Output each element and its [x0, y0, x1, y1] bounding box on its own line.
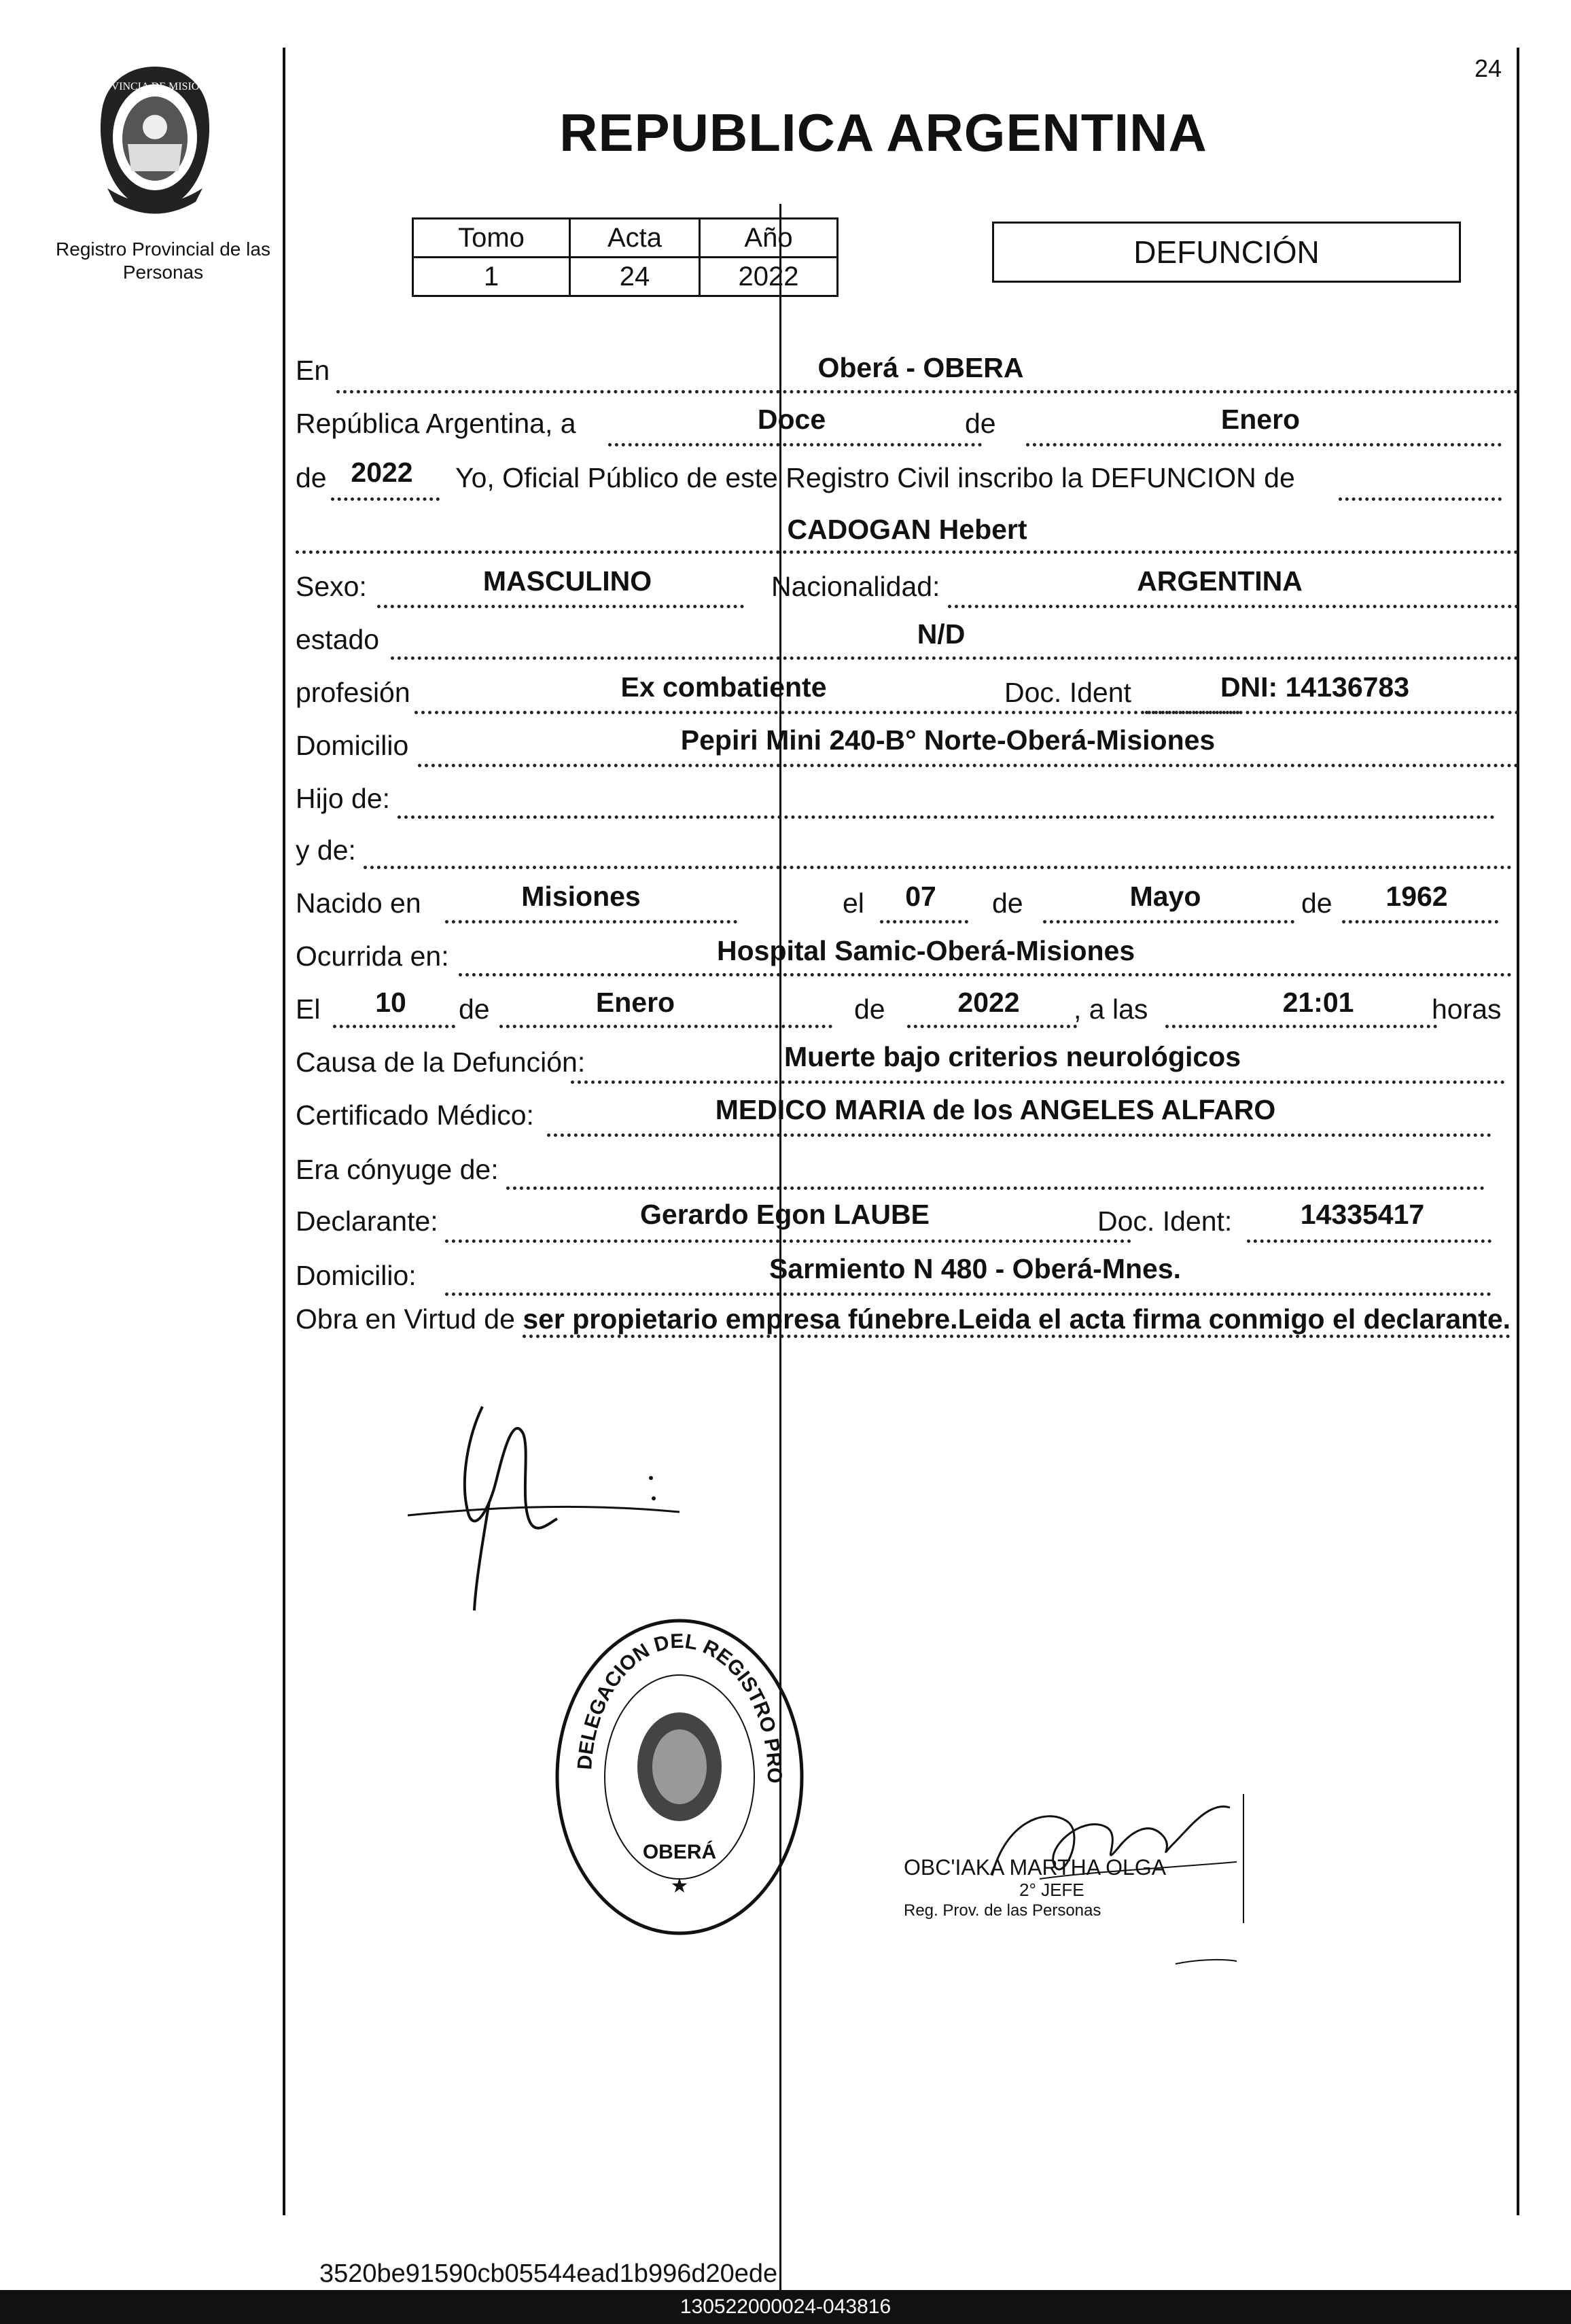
- hijo-label: Hijo de:: [296, 783, 391, 814]
- estado-label: estado: [296, 624, 380, 655]
- dotted-line: [506, 1186, 1485, 1190]
- de6-label: de: [854, 993, 885, 1025]
- document-code-bar: 130522000024-043816: [0, 2290, 1571, 2324]
- alas-label: , a las: [1074, 993, 1148, 1025]
- nacido-lugar: Misiones: [521, 881, 641, 912]
- muerte-hora: 21:01: [1282, 987, 1354, 1018]
- tomo-value: 1: [413, 258, 570, 296]
- obra-label: Obra en Virtud de: [296, 1303, 515, 1335]
- dotted-line: [333, 1025, 455, 1028]
- dotted-line: [391, 656, 1519, 660]
- obra-value: ser propietario empresa fúnebre.Leida el acta firma conmigo el declarante.: [523, 1303, 1511, 1338]
- estado-value: N/D: [917, 618, 966, 650]
- muerte-anio: 2022: [957, 987, 1020, 1018]
- dotted-line: [880, 920, 968, 923]
- inscribe-text: Yo, Oficial Público de este Registro Civil inscribo la DEFUNCION de: [455, 462, 1295, 493]
- declarant-signature: [394, 1386, 707, 1617]
- el2-label: El: [296, 993, 321, 1025]
- dotted-line: [1026, 443, 1502, 446]
- official-signature: [883, 1760, 1264, 1991]
- domicilio2-label: Domicilio:: [296, 1260, 417, 1291]
- nacido-label: Nacido en: [296, 887, 421, 919]
- dotted-line: [364, 866, 1512, 869]
- province-logo: [87, 63, 223, 219]
- declarante-value: Gerardo Egon LAUBE: [640, 1199, 930, 1230]
- registry-stamp: [544, 1614, 815, 1940]
- table-row: [413, 258, 838, 296]
- logo-text: PROVINCIA DE MISIONES: [90, 81, 220, 92]
- official-name: OBC'IAKA MARTHA OLGA: [904, 1855, 1167, 1880]
- row-nombre: [296, 506, 1519, 553]
- dotted-line: [1043, 920, 1294, 923]
- nacido-dia: 07: [905, 881, 936, 912]
- sexo-value: MASCULINO: [482, 565, 652, 597]
- page-title: REPUBLICA ARGENTINA: [559, 103, 1207, 162]
- record-type-box: DEFUNCIÓN: [992, 222, 1461, 283]
- row-nacido: [296, 878, 1519, 926]
- record-index-table: [412, 217, 839, 297]
- anio-value: 2022: [700, 258, 838, 296]
- header-tomo: Tomo: [413, 219, 570, 258]
- dotted-line: [336, 390, 1519, 393]
- stamp-text: DELEGACION DEL REGISTRO PRO: [573, 1630, 786, 1784]
- row-en: [296, 347, 1519, 394]
- row-inscripcion: [296, 453, 1519, 500]
- dotted-line: [499, 1025, 832, 1028]
- dotted-line: [907, 1025, 1077, 1028]
- header-anio: Año: [700, 219, 838, 258]
- nacido-mes: Mayo: [1129, 881, 1201, 912]
- month-value: Enero: [1220, 404, 1301, 435]
- dotted-line: [547, 1133, 1491, 1137]
- row-estado: [296, 616, 1519, 663]
- doc-label: Doc. Ident: [1004, 677, 1131, 708]
- row-declarante: [296, 1197, 1519, 1245]
- row-domicilio: [296, 720, 1519, 768]
- star-icon: ★: [670, 1875, 689, 1897]
- certificado-value: MEDICO MARIA de los ANGELES ALFARO: [715, 1094, 1276, 1125]
- acta-value: 24: [570, 258, 700, 296]
- dotted-line: [948, 605, 1519, 608]
- table-header-row: [413, 219, 838, 258]
- causa-value: Muerte bajo criterios neurológicos: [783, 1041, 1241, 1072]
- row-certificado: [296, 1091, 1519, 1139]
- dotted-line: [1339, 497, 1502, 501]
- republica-label: República Argentina, a: [296, 408, 576, 439]
- dotted-line: [418, 764, 1519, 767]
- certificado-label: Certificado Médico:: [296, 1099, 534, 1131]
- doc-value: DNI: 14136783: [1220, 671, 1410, 703]
- sexo-label: Sexo:: [296, 571, 367, 602]
- official-role: 2° JEFE: [1019, 1880, 1084, 1900]
- dotted-line: [445, 1292, 1491, 1296]
- dotted-line: [608, 443, 982, 446]
- row-conyuge: [296, 1144, 1519, 1192]
- el-label: el: [843, 887, 864, 919]
- registry-name: Registro Provincial de las Personas: [56, 239, 270, 283]
- dotted-line: [414, 711, 1240, 714]
- profesion-value: Ex combatiente: [620, 671, 827, 703]
- dotted-line: [398, 815, 1495, 819]
- nacido-anio: 1962: [1385, 881, 1448, 912]
- row-yde: [296, 824, 1519, 871]
- domicilio-value: Pepiri Mini 240-B° Norte-Oberá-Misiones: [680, 724, 1216, 756]
- deceased-name: CADOGAN Hebert: [787, 514, 1027, 545]
- row-fecha: [296, 400, 1519, 447]
- yde-label: y de:: [296, 834, 356, 866]
- de4-label: de: [1301, 887, 1332, 919]
- year-value: 2022: [351, 457, 413, 488]
- nacionalidad-value: ARGENTINA: [1137, 565, 1303, 597]
- doc2-value: 14335417: [1300, 1199, 1425, 1230]
- header-acta: Acta: [570, 219, 700, 258]
- conyuge-label: Era cónyuge de:: [296, 1154, 499, 1185]
- row-ocurrida: [296, 932, 1519, 980]
- doc2-label: Doc. Ident:: [1097, 1205, 1233, 1237]
- stamp-city: OBERÁ: [642, 1841, 717, 1863]
- dotted-line: [1165, 1025, 1437, 1028]
- row-sexo: [296, 561, 1519, 609]
- official-office: Reg. Prov. de las Personas: [904, 1901, 1101, 1920]
- causa-label: Causa de la Defunción:: [296, 1046, 586, 1078]
- day-words: Doce: [757, 404, 826, 435]
- de2-label: de: [296, 462, 327, 493]
- ocurrida-value: Hospital Samic-Oberá-Misiones: [717, 935, 1135, 966]
- horas-label: horas: [1432, 993, 1502, 1025]
- dotted-line: [459, 973, 1512, 976]
- dotted-line: [331, 497, 440, 501]
- domicilio2-value: Sarmiento N 480 - Oberá-Mnes.: [769, 1253, 1182, 1284]
- en-value: Oberá - OBERA: [817, 352, 1024, 383]
- dotted-line: [296, 550, 1519, 554]
- dotted-line: [445, 920, 737, 923]
- de-label: de: [965, 408, 996, 439]
- dotted-line: [1342, 920, 1498, 923]
- dotted-line: [1145, 711, 1519, 714]
- document-hash: 3520be91590cb05544ead1b996d20ede: [319, 2259, 778, 2288]
- dotted-line: [445, 1239, 1131, 1243]
- row-causa: [296, 1038, 1519, 1086]
- left-margin-line: [283, 48, 285, 2215]
- muerte-dia: 10: [375, 987, 406, 1018]
- dotted-line: [1247, 1239, 1491, 1243]
- profesion-label: profesión: [296, 677, 410, 708]
- en-label: En: [296, 355, 330, 386]
- obra-paragraph: [296, 1301, 1519, 1337]
- nacionalidad-label: Nacionalidad:: [771, 571, 940, 602]
- dotted-line: [571, 1080, 1505, 1084]
- dotted-line: [377, 605, 744, 608]
- muerte-mes: Enero: [595, 987, 675, 1018]
- row-hijo: [296, 773, 1519, 821]
- row-muerte-fecha: [296, 984, 1519, 1032]
- de5-label: de: [459, 993, 490, 1025]
- ocurrida-label: Ocurrida en:: [296, 940, 449, 972]
- row-domicilio-declarante: [296, 1250, 1519, 1298]
- domicilio-label: Domicilio: [296, 730, 409, 761]
- page-number: 24: [1475, 54, 1502, 82]
- declarante-label: Declarante:: [296, 1205, 438, 1237]
- row-profesion: [296, 667, 1519, 715]
- de3-label: de: [992, 887, 1023, 919]
